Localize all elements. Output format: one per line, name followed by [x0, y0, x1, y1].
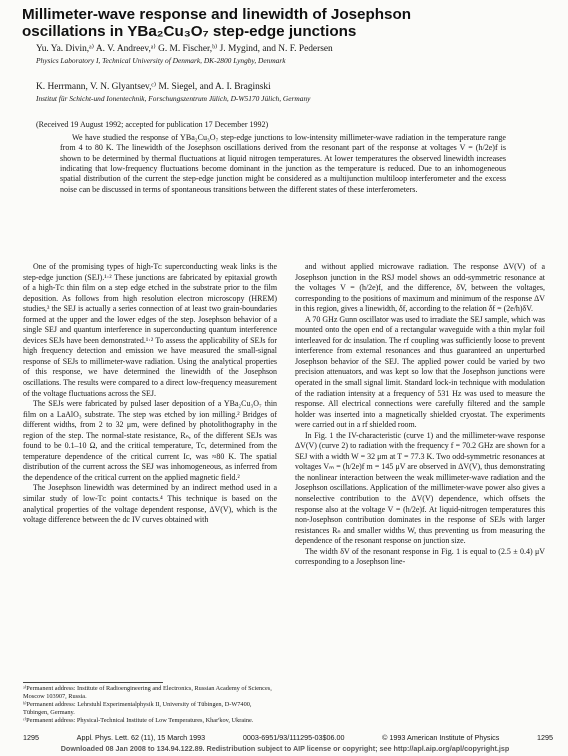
abstract: [60, 133, 506, 195]
page-number-left: 1295: [23, 733, 39, 742]
download-notice: Downloaded 08 Jan 2008 to 134.94.122.89. Redistribution subject to AIP license or copyright; see http://apl.aip.org/apl/copyright.jsp: [60, 744, 510, 753]
article-code: 0003-6951/93/111295-03$06.00: [242, 733, 345, 742]
author-list-1: Yu. Ya. Divin,ᵃ⁾ A. V. Andreev,ᵃ⁾ G. M. Fischer,ᵇ⁾ J. Mygind, and N. F. Pedersen: [36, 44, 333, 54]
journal-citation: Appl. Phys. Lett. 62 (11), 15 March 1993: [76, 733, 206, 742]
page-number-right: 1295: [536, 733, 553, 742]
body-paragraph: In Fig. 1 the IV-characteristic (curve 1) and the millimeter-wave response ΔV(V) (curve 2) to radiation with the frequency f = 70.2 GHz are shown for a SEJ with a width W = 32 μm at T = 77.3 K. Two odd-symmetric resonances at voltages Vₘ = (h/2e)f m = 145 μV are observed in ΔV(V), thus demonstrating the nonlinear interaction between the weak millimeter-wave radiation and the Josephson oscillations. Application of the millimeter-wave power also gives a nonselective contribution to the ΔV(V) dependence, which offsets the response also at the voltage V = (h/2e)f. At liquid-nitrogen temperatures this non-Josephson contribution dominates in the response of SEJs with larger resistances Rₙ and smaller widths W, thus preventing us from measuring the dependence of the resonant response on junction size.: [295, 430, 545, 546]
abstract-text: We have studied the response of YBa₂Cu₃O₇ step-edge junctions to low-intensity millimeter-wave radiation in the temperature range from 4 to 80 K. The linewidth of the Josephson oscillations derived from the resonant part of the response at voltages V = (h/2e)f is shown to be determined by thermal fluctuations at liquid nitrogen temperatures. At lower temperatures the observed linewidth increases indicating that low-frequency fluctuations become dominant in the junction as the temperature is reduced. Due to an inhomogeneous spatial distribution of the current the step-edge junction might be considered as a multijunction multiloop interferometer and the excess noise can be discussed in terms of spontaneous transitions between the different states of these interferometers.: [60, 133, 506, 194]
body-paragraph: One of the promising types of high-Tᴄ superconducting weak links is the step-edge junction (SEJ).¹·² These junctions are fabricated by epitaxial growth of a high-Tᴄ thin film on a step edge etched in the substrate prior to the film deposition. As follows from high resolution electron microscopy (HREM) studies,³ the SEJ is actually a series connection of at least two grain-boundaries formed at the upper and the lower edges of the step. Josephson behavior of a single SEJ and quantum interference in superconducting quantum interference devices SEJs have been demonstrated.¹·² To assess the applicability of SEJs for high frequency detection and emission we have measured the small-signal response of SEJs to millimeter-wave radiation. Using the analytical properties of this response, we have determined the linewidth of the Josephson oscillations. The results were compared to a direct low-frequency measurement of the voltage fluctuations across the SEJ.: [23, 262, 277, 398]
affiliation-2: Institut für Schicht-und Ionentechnik, Forschungszentrum Jülich, D-W5170 Jülich, Germany: [36, 94, 311, 103]
author-list-2: K. Herrmann, V. N. Glyantsev,ᶜ⁾ M. Siegel, and A. I. Braginski: [36, 82, 271, 92]
footnote: ᶜ⁾Permanent address: Physical-Technical Institute of Low Temperatures, Khar'kov, Ukraine.: [23, 716, 254, 724]
affiliation-1: Physics Laboratory I, Technical University of Denmark, DK-2800 Lyngby, Denmark: [36, 56, 286, 65]
received-dates: (Received 19 August 1992; accepted for publication 17 December 1992): [36, 120, 269, 129]
article-title: Millimeter-wave response and linewidth of Josephson oscillations in YBa₂Cu₃O₇ step-edge junctions: [22, 6, 412, 40]
page-footer: [23, 733, 553, 742]
body-paragraph: The Josephson linewidth was determined by an indirect method used in a similar study of low-Tᴄ point contacts.⁴ This technique is based on the analytical properties of the voltage dependent response, ΔV(V), which is the voltage difference between the dc IV curves obtained with: [23, 483, 277, 525]
footnotes: [23, 685, 277, 725]
body-column-left: [23, 262, 277, 526]
body-column-right: [295, 262, 545, 568]
footnote-divider: [23, 682, 163, 683]
footnote: ᵇ⁾Permanent address: Lehrstuhl Experimentalphysik II, University of Tübingen, D-W7400, Tübingen, Germany.: [23, 700, 252, 716]
body-paragraph: A 70 GHz Gunn oscillator was used to irradiate the SEJ sample, which was mounted onto the open end of a rectangular waveguide with a thin mylar foil interleaved for dc insulation. The rf coupling was sufficiently loose to prevent interference from external resonances and thus guaranteed an unperturbed Josephson behavior of the SEJ. The applied power could be varied by two precision attenuators, and was kept so low that the Josephson junctions were operated in the small signal limit. Standard lock-in technique with modulation of the radiation intensity at a frequency of 531 Hz was used to measure the response. All electrical connections were carefully filtered and the sample holder was inserted into a magnetically shielded cryostat. The experiments were carried out in a rf shielded room.: [295, 314, 545, 430]
body-paragraph: The width δV of the resonant response in Fig. 1 is equal to (2.5 ± 0.4) μV corresponding to a Josephson line-: [295, 546, 545, 567]
body-paragraph: and without applied microwave radiation. The response ΔV(V) of a Josephson junction in the RSJ model shows an odd-symmetric resonance at the voltages V = (h/2e)f, and the difference, δV, between the voltages, corresponding to the positions of maximum and minimum of the response ΔV in this region, gives a linewidth, δf, according to the relation δf = (2e/h)δV.: [295, 262, 545, 314]
footnote: ᵃ⁾Permanent address: Institute of Radioengineering and Electronics, Russian Academy of Sciences, Moscow 103907, Russia.: [23, 685, 272, 700]
body-paragraph: The SEJs were fabricated by pulsed laser deposition of a YBa₂Cu₃O₇ thin film on a LaAlO₃ substrate. The step was etched by ion milling.² Bridges of different widths, from 2 to 32 μm, were defined by photolithography in the region of the step. The normal-state resistance, Rₙ, of the different SEJs was found to be 0.1–10 Ω, and the critical temperature, Tᴄ, determined from the temperature dependence of the critical current Iᴄ, was ≈80 K. The spatial distribution of the current across the SEJ was inhomogeneous, as inferred from the dependence of the critical current on the applied magnetic field.²: [23, 399, 277, 482]
copyright-notice: © 1993 American Institute of Physics: [382, 733, 500, 742]
